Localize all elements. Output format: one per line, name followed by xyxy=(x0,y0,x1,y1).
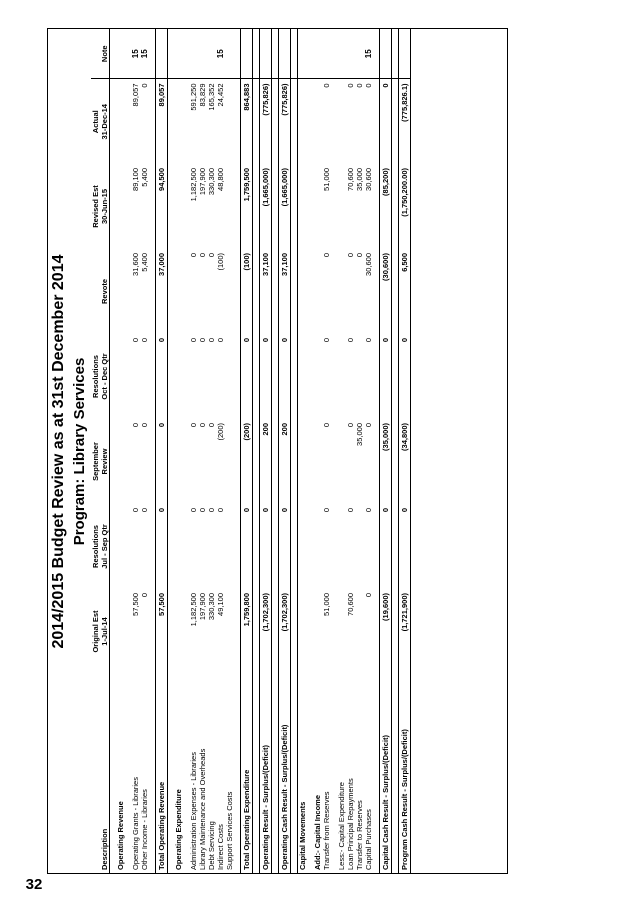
cell-revised-est: 48,800 xyxy=(216,168,225,191)
report-title-block xyxy=(47,29,91,874)
cell-resolutions-oct-dec: 0 xyxy=(207,338,216,343)
cell-revote: 30,600 xyxy=(364,253,373,276)
column-header-note: Note xyxy=(91,29,110,79)
cell-resolutions-jul-sep: 0 xyxy=(322,508,331,513)
subheading-capital-income: Add:- Capital Income xyxy=(313,794,322,870)
cell-resolutions-jul-sep xyxy=(225,504,234,589)
cell-revote: 0 xyxy=(322,253,331,258)
cell-original-est: 70,600 xyxy=(346,593,355,616)
column-header-line: Jul - Sep Qtr xyxy=(100,524,109,569)
spacer-row xyxy=(392,29,399,874)
section-heading-row xyxy=(174,29,183,874)
cell-original-est: 49,100 xyxy=(216,593,225,616)
cell-revised-est: 94,500 xyxy=(156,164,168,249)
program-cash-result-row xyxy=(399,29,411,874)
spacer-row xyxy=(291,29,298,874)
cell-original-est: 0 xyxy=(140,593,149,598)
page-number: 32 xyxy=(25,876,43,893)
cell-note xyxy=(355,29,364,79)
column-header-description: Description xyxy=(91,674,110,874)
cell-actual: (775,826) xyxy=(260,79,272,164)
cell-september-review: 0 xyxy=(189,423,198,428)
cell-revote: 37,000 xyxy=(156,249,168,334)
cell-note xyxy=(198,29,207,79)
cell-note xyxy=(322,29,331,79)
cell-actual: 0 xyxy=(364,83,373,88)
column-header-line: Resolutions xyxy=(91,525,100,568)
cell-resolutions-jul-sep: 0 xyxy=(241,504,253,589)
cell-resolutions-oct-dec: 0 xyxy=(380,334,392,419)
cell-resolutions-jul-sep: 0 xyxy=(380,504,392,589)
cell-revised-est: 30,600 xyxy=(364,168,373,191)
cell-revised-est: (1,750,200.00) xyxy=(399,164,411,249)
row-label: Operating Cash Result - Surplus/(Deficit) xyxy=(279,674,291,874)
cell-resolutions-jul-sep: 0 xyxy=(364,508,373,513)
cell-actual: (775,826) xyxy=(279,79,291,164)
cell-resolutions-jul-sep: 0 xyxy=(156,504,168,589)
cell-original-est: 330,300 xyxy=(207,593,216,621)
cell-resolutions-jul-sep: 0 xyxy=(399,504,411,589)
section-heading: Operating Expenditure xyxy=(174,789,183,870)
cell-resolutions-oct-dec: 0 xyxy=(131,338,140,343)
table-row xyxy=(140,29,149,874)
section-heading: Operating Revenue xyxy=(116,801,125,870)
cell-resolutions-oct-dec: 0 xyxy=(322,338,331,343)
cell-revote: 0 xyxy=(355,253,364,258)
subheading-row xyxy=(337,29,346,874)
row-label: Library Maintenance and Overheads xyxy=(198,748,207,870)
cell-resolutions-oct-dec: 0 xyxy=(260,334,272,419)
cell-note: 15 xyxy=(131,29,140,79)
section-heading: Capital Movements xyxy=(298,801,307,870)
cell-original-est: 51,000 xyxy=(322,593,331,616)
cell-resolutions-jul-sep: 0 xyxy=(260,504,272,589)
cell-september-review: 0 xyxy=(207,423,216,428)
cell-september-review: (200) xyxy=(241,419,253,504)
cell-resolutions-oct-dec: 0 xyxy=(399,334,411,419)
cell-resolutions-jul-sep: 0 xyxy=(131,508,140,513)
cell-original-est: 57,500 xyxy=(131,593,140,616)
cell-september-review: (34,800) xyxy=(399,419,411,504)
row-label: Other Income - Libraries xyxy=(140,789,149,870)
program-subtitle: Program: Library Services xyxy=(71,357,88,546)
cell-original-est: (1,702,300) xyxy=(279,589,291,674)
table-row xyxy=(355,29,364,874)
cell-note xyxy=(189,29,198,79)
table-header-row xyxy=(91,29,110,874)
cell-revote: 31,600 xyxy=(131,253,140,276)
cell-revised-est: (85,200) xyxy=(380,164,392,249)
column-header-line: 31-Dec-14 xyxy=(100,104,109,140)
row-label: Total Operating Expenditure xyxy=(241,674,253,874)
cell-resolutions-oct-dec: 0 xyxy=(189,338,198,343)
cell-revote: 5,400 xyxy=(140,253,149,272)
cell-revote: 37,100 xyxy=(260,249,272,334)
section-heading-row xyxy=(298,29,308,874)
column-header-line: Review xyxy=(100,448,109,475)
cell-actual: 591,250 xyxy=(189,83,198,111)
cell-september-review: 0 xyxy=(364,423,373,428)
column-header-original-est xyxy=(91,589,110,674)
cell-original-est xyxy=(225,589,234,674)
table-row xyxy=(225,29,234,874)
table-row xyxy=(216,29,225,874)
cell-note: 15 xyxy=(140,29,149,79)
row-label: Capital Cash Result - Surplus/(Deficit) xyxy=(380,674,392,874)
cell-original-est: 1,182,500 xyxy=(189,593,198,627)
cell-revote: 37,100 xyxy=(279,249,291,334)
cell-revised-est: 70,600 xyxy=(346,168,355,191)
column-header-actual xyxy=(91,79,110,164)
spacer-row xyxy=(253,29,260,874)
cell-note xyxy=(156,29,168,79)
row-label: Capital Purchases xyxy=(364,809,373,870)
row-label: Operating Result - Surplus/(Deficit) xyxy=(260,674,272,874)
cell-resolutions-oct-dec: 0 xyxy=(279,334,291,419)
cell-original-est: (1,721,900) xyxy=(399,589,411,674)
cell-revote: (100) xyxy=(216,253,225,271)
cell-resolutions-oct-dec: 0 xyxy=(140,338,149,343)
cell-revised-est: (1,665,000) xyxy=(260,164,272,249)
cell-september-review: 0 xyxy=(346,423,355,428)
cell-september-review: 0 xyxy=(140,423,149,428)
column-header-line: September xyxy=(91,442,100,481)
cell-revised-est: 89,100 xyxy=(131,168,140,191)
total-row xyxy=(156,29,168,874)
rotated-report xyxy=(47,29,507,874)
cell-resolutions-oct-dec: 0 xyxy=(198,338,207,343)
row-label: Indirect Costs xyxy=(216,824,225,870)
cell-note xyxy=(279,29,291,79)
cell-september-review: 0 xyxy=(198,423,207,428)
subheading-capital-expenditure: Less:- Capital Expenditure xyxy=(337,782,346,870)
cell-original-est: (1,702,300) xyxy=(260,589,272,674)
cell-note: 15 xyxy=(216,29,225,79)
cell-revote: 0 xyxy=(346,253,355,258)
row-label: Transfer to Reserves xyxy=(355,800,364,870)
budget-table xyxy=(91,29,411,874)
cell-actual: 0 xyxy=(355,83,364,88)
cell-actual: 0 xyxy=(322,83,331,88)
cell-original-est xyxy=(355,589,364,674)
cell-note xyxy=(399,29,411,79)
cell-september-review: 0 xyxy=(322,423,331,428)
cell-revote: 6,500 xyxy=(399,249,411,334)
row-label: Loan Principal Repayments xyxy=(346,778,355,870)
cell-revised-est: (1,665,000) xyxy=(279,164,291,249)
cell-actual: 24,452 xyxy=(216,83,225,107)
cell-resolutions-oct-dec: 0 xyxy=(216,338,225,343)
row-label: Program Cash Result - Surplus/(Deficit) xyxy=(399,674,411,874)
row-label: Debt Servicing xyxy=(207,821,216,870)
spacer-row xyxy=(272,29,279,874)
cell-actual: 0 xyxy=(346,83,355,88)
cell-revised-est: 5,400 xyxy=(140,168,149,187)
cell-september-review: 35,000 xyxy=(355,423,364,446)
cell-revote: (100) xyxy=(241,249,253,334)
column-header-september-review xyxy=(91,419,110,504)
table-row xyxy=(131,29,140,874)
cell-actual: (775,826.1) xyxy=(399,79,411,164)
column-header-revote: Revote xyxy=(91,249,110,334)
cell-actual: 864,883 xyxy=(241,79,253,164)
cell-resolutions-jul-sep: 0 xyxy=(216,508,225,513)
cell-resolutions-jul-sep: 0 xyxy=(346,508,355,513)
cell-revote xyxy=(225,249,234,334)
cell-revised-est: 330,300 xyxy=(207,168,216,196)
cell-revised-est: 35,000 xyxy=(355,168,364,191)
table-row xyxy=(198,29,207,874)
cell-september-review: 0 xyxy=(131,423,140,428)
cell-original-est: (19,600) xyxy=(380,589,392,674)
column-header-resolutions-jul-sep xyxy=(91,504,110,589)
column-header-line: Oct - Dec Qtr xyxy=(100,353,109,400)
column-header-resolutions-oct-dec xyxy=(91,334,110,419)
table-row xyxy=(346,29,355,874)
report-title: 2014/2015 Budget Review as at 31st December 2014 xyxy=(50,254,67,649)
cell-actual: 83,829 xyxy=(198,83,207,107)
cell-september-review: 200 xyxy=(260,419,272,504)
cell-resolutions-jul-sep: 0 xyxy=(198,508,207,513)
cell-revised-est: 197,900 xyxy=(198,168,207,196)
cell-resolutions-oct-dec: 0 xyxy=(364,338,373,343)
cell-note: 15 xyxy=(364,29,373,79)
cell-resolutions-jul-sep: 0 xyxy=(189,508,198,513)
cell-note xyxy=(207,29,216,79)
total-row xyxy=(241,29,253,874)
cell-actual: 0 xyxy=(140,83,149,88)
cell-note xyxy=(260,29,272,79)
cell-actual xyxy=(225,79,234,164)
cell-revote: (30,600) xyxy=(380,249,392,334)
subheading-row xyxy=(313,29,322,874)
cell-september-review: 0 xyxy=(156,419,168,504)
column-header-line: 1-Jul-14 xyxy=(100,617,109,646)
cell-revised-est: 1,759,500 xyxy=(241,164,253,249)
cell-original-est: 0 xyxy=(364,593,373,598)
cell-original-est: 1,759,800 xyxy=(241,589,253,674)
cell-resolutions-jul-sep: 0 xyxy=(140,508,149,513)
cell-resolutions-jul-sep xyxy=(355,504,364,589)
cell-revote: 0 xyxy=(189,253,198,258)
table-row xyxy=(364,29,373,874)
cell-resolutions-oct-dec xyxy=(225,334,234,419)
cell-note xyxy=(346,29,355,79)
row-label: Total Operating Revenue xyxy=(156,674,168,874)
cell-revote: 0 xyxy=(207,253,216,258)
operating-result-row xyxy=(260,29,272,874)
cell-september-review xyxy=(225,419,234,504)
cell-resolutions-oct-dec xyxy=(355,334,364,419)
column-header-line: Resolutions xyxy=(91,355,100,398)
column-header-line: Actual xyxy=(91,110,100,134)
column-header-line: Revised Est xyxy=(91,185,100,228)
section-heading-row xyxy=(116,29,125,874)
cell-revote: 0 xyxy=(198,253,207,258)
column-header-revised-est xyxy=(91,164,110,249)
row-label: Support Services Costs xyxy=(225,791,234,870)
cell-note xyxy=(380,29,392,79)
cell-actual: 165,352 xyxy=(207,83,216,111)
cell-revised-est: 51,000 xyxy=(322,168,331,191)
operating-cash-result-row xyxy=(279,29,291,874)
cell-resolutions-oct-dec: 0 xyxy=(241,334,253,419)
cell-original-est: 197,900 xyxy=(198,593,207,621)
row-label: Administration Expenses - Libraries xyxy=(189,752,198,870)
cell-note xyxy=(241,29,253,79)
cell-note xyxy=(225,29,234,79)
cell-september-review: (200) xyxy=(216,423,225,441)
cell-actual: 0 xyxy=(380,79,392,164)
cell-resolutions-oct-dec: 0 xyxy=(346,338,355,343)
table-row xyxy=(322,29,331,874)
column-header-line: 30-Jun-15 xyxy=(100,189,109,225)
cell-resolutions-oct-dec: 0 xyxy=(156,334,168,419)
cell-resolutions-jul-sep: 0 xyxy=(207,508,216,513)
table-row xyxy=(207,29,216,874)
cell-actual: 89,057 xyxy=(131,83,140,107)
cell-september-review: (35,000) xyxy=(380,419,392,504)
cell-revised-est: 1,182,500 xyxy=(189,168,198,202)
cell-actual: 89,057 xyxy=(156,79,168,164)
column-header-line: Original Est xyxy=(91,610,100,653)
cell-original-est: 57,500 xyxy=(156,589,168,674)
cell-september-review: 200 xyxy=(279,419,291,504)
cell-revised-est xyxy=(225,164,234,249)
cell-resolutions-jul-sep: 0 xyxy=(279,504,291,589)
row-label: Transfer from Reserves xyxy=(322,791,331,870)
row-label: Operating Grants - Libraries xyxy=(131,777,140,870)
table-row xyxy=(189,29,198,874)
capital-cash-result-row xyxy=(380,29,392,874)
